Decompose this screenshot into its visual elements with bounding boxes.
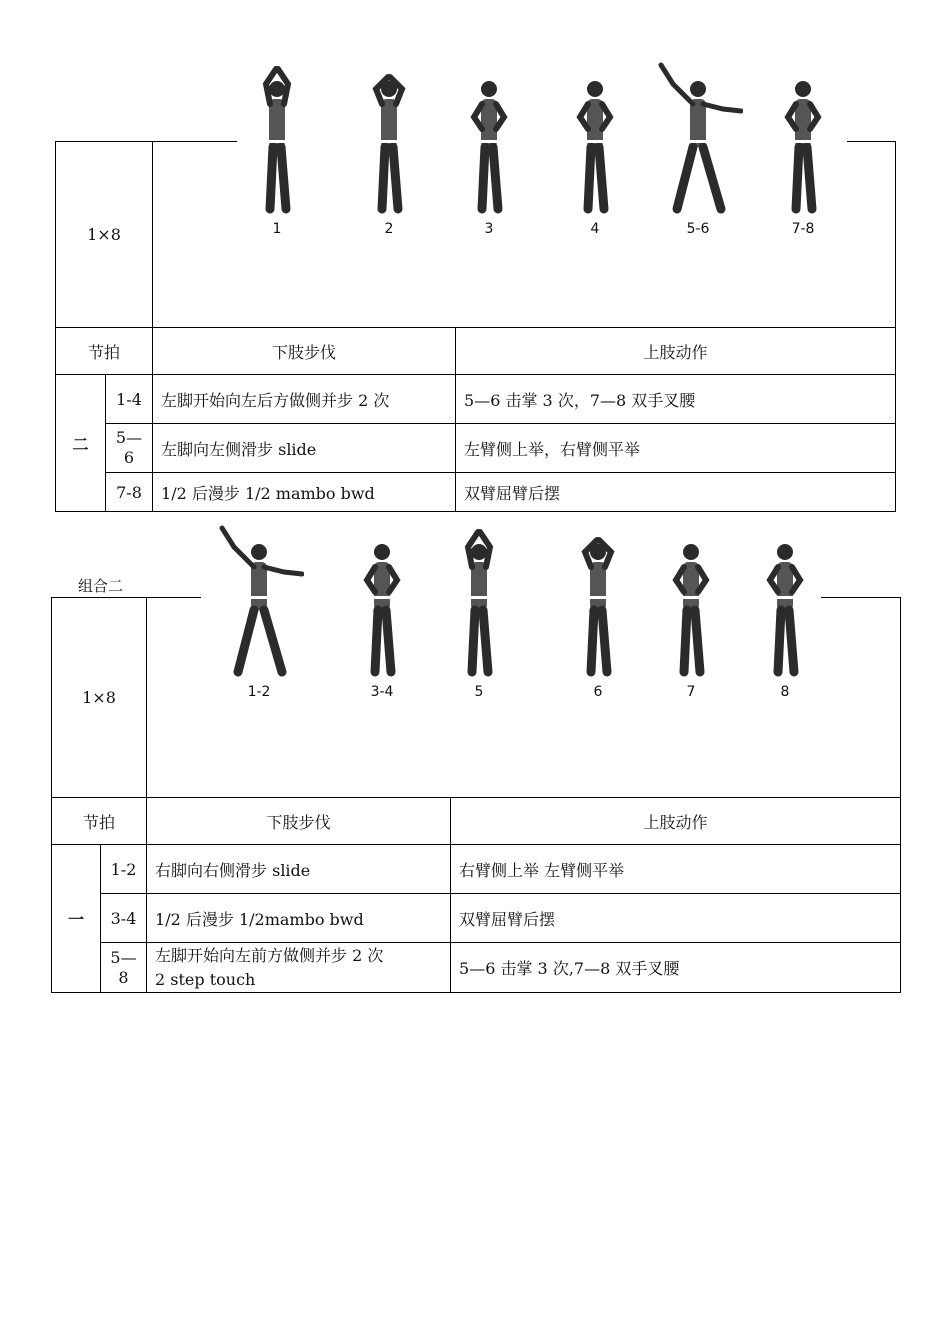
dancer-figure-hands-on-hips: [646, 522, 736, 700]
step-table-1: [55, 141, 896, 512]
dancer-figure-arms-up-clasped-bent: [344, 59, 434, 237]
dancer-figure-hands-on-hips: [550, 59, 640, 237]
figure-beat-label: 4: [590, 220, 600, 237]
figure-beat-label: 1: [272, 220, 282, 237]
row-beat: 5—8: [101, 943, 147, 993]
row-upper: 5—6 击掌 3 次,7—8 双手叉腰: [451, 943, 901, 993]
row-lower: [147, 943, 451, 993]
dancer-figure-hands-on-hips: [337, 522, 427, 700]
header-lower: 下肢步伐: [147, 798, 451, 845]
header-lower: 下肢步伐: [153, 328, 456, 375]
border-gap: [201, 596, 821, 599]
figure-beat-label: 5-6: [686, 220, 710, 237]
figure-beat-label: 1-2: [247, 683, 271, 700]
row-lower: 左脚开始向左后方做侧并步 2 次: [153, 375, 456, 424]
figure-beat-label: 3: [484, 220, 494, 237]
row-lower-line: 2 step touch: [155, 969, 256, 989]
count-label: 1×8: [52, 598, 147, 798]
row-beat: 1-2: [101, 845, 147, 894]
row-lower: 左脚向左侧滑步 slide: [153, 424, 456, 473]
header-beat: 节拍: [56, 328, 153, 375]
row-beat: 1-4: [106, 375, 153, 424]
row-beat: 3-4: [101, 894, 147, 943]
row-lower: 1/2 后漫步 1/2 mambo bwd: [153, 473, 456, 512]
dancer-figure-left-arm-up-right-arm-side: [214, 522, 304, 700]
dancer-figure-arms-up-clasped-bent: [553, 522, 643, 700]
section-label: 一: [52, 845, 101, 993]
dancer-figure-hands-on-hips: [444, 59, 534, 237]
figure-strip: [153, 142, 896, 328]
row-upper: 双臂屈臂后摆: [451, 894, 901, 943]
dancer-figure-arms-up-clasped: [434, 522, 524, 700]
row-upper: 5—6 击掌 3 次，7—8 双手叉腰: [456, 375, 896, 424]
figure-strip: [147, 598, 901, 798]
figure-beat-label: 8: [780, 683, 790, 700]
figure-beat-label: 6: [593, 683, 603, 700]
count-label: 1×8: [56, 142, 153, 328]
figure-beat-label: 7-8: [791, 220, 815, 237]
step-table-2: [51, 597, 901, 993]
header-upper: 上肢动作: [451, 798, 901, 845]
row-upper: 右臂侧上举 左臂侧平举: [451, 845, 901, 894]
figure-beat-label: 2: [384, 220, 394, 237]
group-title: 组合二: [78, 577, 124, 595]
row-lower-line: 左脚开始向左前方做侧并步 2 次: [155, 945, 384, 965]
section-label: 二: [56, 375, 106, 512]
border-gap: [237, 140, 847, 143]
figure-beat-label: 3-4: [370, 683, 394, 700]
row-upper: 左臂侧上举，右臂侧平举: [456, 424, 896, 473]
header-beat: 节拍: [52, 798, 147, 845]
dancer-figure-arms-up-clasped: [232, 59, 322, 237]
figure-beat-label: 7: [686, 683, 696, 700]
row-upper: 双臂屈臂后摆: [456, 473, 896, 512]
row-lower: 1/2 后漫步 1/2mambo bwd: [147, 894, 451, 943]
row-lower: 右脚向右侧滑步 slide: [147, 845, 451, 894]
dancer-figure-hands-on-hips: [740, 522, 830, 700]
figure-beat-label: 5: [474, 683, 484, 700]
row-beat: 7-8: [106, 473, 153, 512]
dancer-figure-hands-on-hips: [758, 59, 848, 237]
header-upper: 上肢动作: [456, 328, 896, 375]
dancer-figure-left-arm-up-right-arm-side: [653, 59, 743, 237]
row-beat: 5—6: [106, 424, 153, 473]
